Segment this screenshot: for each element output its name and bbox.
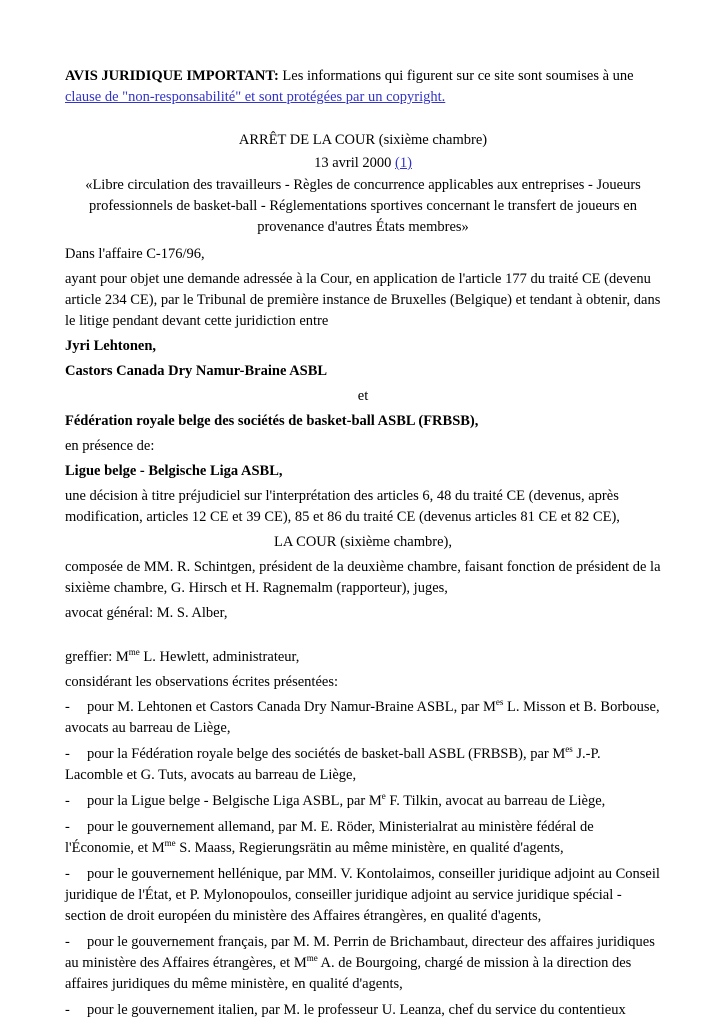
observation-item bbox=[65, 932, 661, 995]
legal-notice-text: Les informations qui figurent sur ce site sont soumises à une bbox=[278, 68, 634, 84]
disclaimer-link[interactable]: clause de "non-responsabilité" et sont protégées par un copyright. bbox=[65, 89, 446, 105]
list-dash: - bbox=[65, 1002, 70, 1018]
conjunction-et: et bbox=[357, 388, 369, 404]
considering-line: considérant les observations écrites présentées: bbox=[65, 674, 338, 690]
presence-line: en présence de: bbox=[65, 438, 155, 454]
observation-item bbox=[65, 744, 661, 786]
judgment-date-line bbox=[65, 153, 661, 174]
observation-item bbox=[65, 1000, 661, 1021]
advocate-general-line: avocat général: M. S. Alber, bbox=[65, 605, 228, 621]
footnote-1-link[interactable]: (1) bbox=[395, 155, 412, 171]
party-defendant: Fédération royale belge des sociétés de basket-ball ASBL (FRBSB), bbox=[65, 413, 479, 429]
observation-text: pour le gouvernement allemand, par M. E. Röder, Ministerialrat au ministère fédéral de l'Économie, et $M^{me}$ S. Maass, Regierungsrätin au même ministère, en qualité d'agents, bbox=[65, 819, 594, 856]
legal-notice bbox=[65, 66, 661, 108]
case-number-line: Dans l'affaire C-176/96, bbox=[65, 246, 205, 262]
observation-text: pour la Fédération royale belge des sociétés de basket-ball ASBL (FRBSB), par $M^{es}$ J.-P. Lacomble et G. Tuts, avocats au barreau de Liège, bbox=[65, 744, 601, 783]
party-applicant-1: Jyri Lehtonen, bbox=[65, 338, 157, 354]
party-applicant-2: Castors Canada Dry Namur-Braine ASBL bbox=[65, 363, 328, 379]
judgment-date: 13 avril 2000 bbox=[314, 155, 396, 171]
observation-text: pour le gouvernement hellénique, par MM. V. Kontolaimos, conseiller juridique adjoint au Conseil juridique de l'État, et P. Mylonopoulos, conseiller juridique adjoint au service juridique spécial - section de droit européen du ministère des Affaires étrangères, en qualité d'agents, bbox=[65, 866, 660, 924]
list-dash: - bbox=[65, 819, 70, 835]
observation-text: pour M. Lehtonen et Castors Canada Dry Namur-Braine ASBL, par $M^{es}$ L. Misson et B. Borbouse, avocats au barreau de Liège, bbox=[65, 697, 660, 736]
observation-item bbox=[65, 817, 661, 859]
list-dash: - bbox=[65, 793, 70, 809]
composition-paragraph: composée de MM. R. Schintgen, président de la deuxième chambre, faisant fonction de président de la sixième chambre, G. Hirsch et H. Ragnemalm (rapporteur), juges, bbox=[65, 559, 661, 596]
observation-text: pour le gouvernement italien, par M. le professeur U. Leanza, chef du service du contentieux bbox=[87, 1002, 626, 1018]
list-dash: - bbox=[65, 866, 70, 882]
observation-text: pour la Ligue belge - Belgische Liga ASBL, par Me F. Tilkin, avocat au barreau de Liège, bbox=[87, 791, 606, 809]
observation-item bbox=[65, 864, 661, 927]
decision-paragraph: une décision à titre préjudiciel sur l'interprétation des articles 6, 48 du traité CE (devenus, après modification, articles 12 CE et 39 CE), 85 et 86 du traité CE (devenus articles 81 CE et 82 CE), bbox=[65, 488, 620, 525]
legal-notice-label: AVIS JURIDIQUE IMPORTANT: bbox=[65, 68, 279, 84]
observation-item bbox=[65, 697, 661, 739]
party-intervener: Ligue belge - Belgische Liga ASBL, bbox=[65, 463, 283, 479]
judgment-keywords: «Libre circulation des travailleurs - Règles de concurrence applicables aux entreprises - Joueurs professionnels de basket-ball - Réglementations sportives concernant le transfert de joueurs en provenance d'autres États membres» bbox=[85, 177, 641, 235]
list-dash: - bbox=[65, 746, 70, 762]
object-paragraph: ayant pour objet une demande adressée à la Cour, en application de l'article 177 du traité CE (devenu article 234 CE), par le Tribunal de première instance de Bruxelles (Belgique) et tendant à obtenir, dans le litige pendant devant cette juridiction entre bbox=[65, 271, 661, 329]
observation-text: pour le gouvernement français, par M. M. Perrin de Brichambaut, directeur des affaires juridiques au ministère des Affaires étrangères, et $M^{me}$ A. de Bourgoing, chargé de mission à la direction des affaires juridiques du même ministère, en qualité d'agents, bbox=[65, 934, 655, 992]
judgment-title: ARRÊT DE LA COUR (sixième chambre) bbox=[238, 132, 488, 148]
list-dash: - bbox=[65, 699, 70, 715]
observation-item bbox=[65, 791, 661, 812]
list-dash: - bbox=[65, 934, 70, 950]
registrar-line: greffier: $M^{me}$ L. Hewlett, administrateur, bbox=[65, 647, 300, 665]
court-line: LA COUR (sixième chambre), bbox=[274, 534, 452, 550]
